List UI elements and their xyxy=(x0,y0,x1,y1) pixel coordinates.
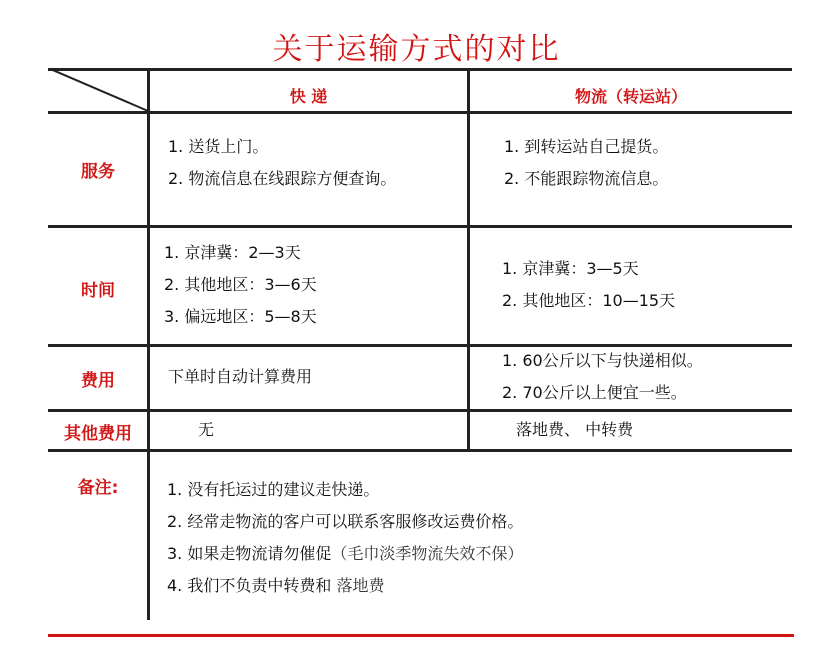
table-top-border xyxy=(48,68,792,71)
list-item: 1. 京津冀：2—3天 xyxy=(164,243,301,262)
time-logistics-cell xyxy=(502,253,675,317)
column-header-logistics: 物流（转运站） xyxy=(574,87,687,106)
row-label-time: 时间 xyxy=(81,281,115,301)
list-item xyxy=(167,538,523,570)
other-fee-logistics-cell xyxy=(516,414,633,446)
time-express-cell xyxy=(164,237,317,333)
list-item: 下单时自动计算费用 xyxy=(168,367,313,386)
service-express-cell xyxy=(168,131,396,195)
list-item: 3. 偏远地区：5—8天 xyxy=(164,307,317,326)
note-text: 4. 我们不负责中转费和 xyxy=(167,576,332,595)
row-label-other-fee: 其他费用 xyxy=(64,424,132,444)
notes-cell xyxy=(167,474,523,602)
service-logistics-cell xyxy=(504,131,668,195)
list-item: 2. 不能跟踪物流信息。 xyxy=(504,169,669,188)
column-divider xyxy=(147,68,150,620)
list-item: 1. 送货上门。 xyxy=(168,137,269,156)
list-item xyxy=(167,570,523,602)
header-diagonal-line xyxy=(48,68,150,113)
row-label-notes: 备注: xyxy=(77,478,119,498)
note-text: 1. 没有托运过的建议走快递。 xyxy=(167,480,380,499)
column-header-express: 快 递 xyxy=(289,87,328,106)
row-divider xyxy=(48,225,792,228)
other-fee-express-cell xyxy=(198,414,214,446)
fee-express-cell xyxy=(168,361,312,393)
note-extra-text: （毛巾淡季物流失效不保） xyxy=(331,544,524,563)
list-item: 落地费、 中转费 xyxy=(516,420,634,439)
fee-logistics-cell xyxy=(502,345,703,409)
list-item: 1. 60公斤以下与快递相似。 xyxy=(502,351,703,370)
row-label-service: 服务 xyxy=(81,162,115,182)
list-item: 无 xyxy=(198,420,215,439)
note-text: 3. 如果走物流请勿催促 xyxy=(167,544,332,563)
list-item xyxy=(167,474,523,506)
list-item: 1. 京津冀：3—5天 xyxy=(502,259,639,278)
list-item: 1. 到转运站自己提货。 xyxy=(504,137,669,156)
page-title: 关于运输方式的对比 xyxy=(272,32,561,67)
list-item xyxy=(167,506,523,538)
row-divider xyxy=(48,409,792,412)
note-text: 2. 经常走物流的客户可以联系客服修改运费价格。 xyxy=(167,512,524,531)
bottom-red-rule xyxy=(48,634,794,637)
row-divider xyxy=(48,449,792,452)
note-extra-text: 落地费 xyxy=(336,576,385,595)
list-item: 2. 物流信息在线跟踪方便查询。 xyxy=(168,169,397,188)
row-divider xyxy=(48,111,792,114)
column-divider xyxy=(467,68,470,452)
list-item: 2. 70公斤以上便宜一些。 xyxy=(502,383,687,402)
list-item: 2. 其他地区：3—6天 xyxy=(164,275,317,294)
list-item: 2. 其他地区：10—15天 xyxy=(502,291,676,310)
row-label-fee: 费用 xyxy=(81,371,115,391)
